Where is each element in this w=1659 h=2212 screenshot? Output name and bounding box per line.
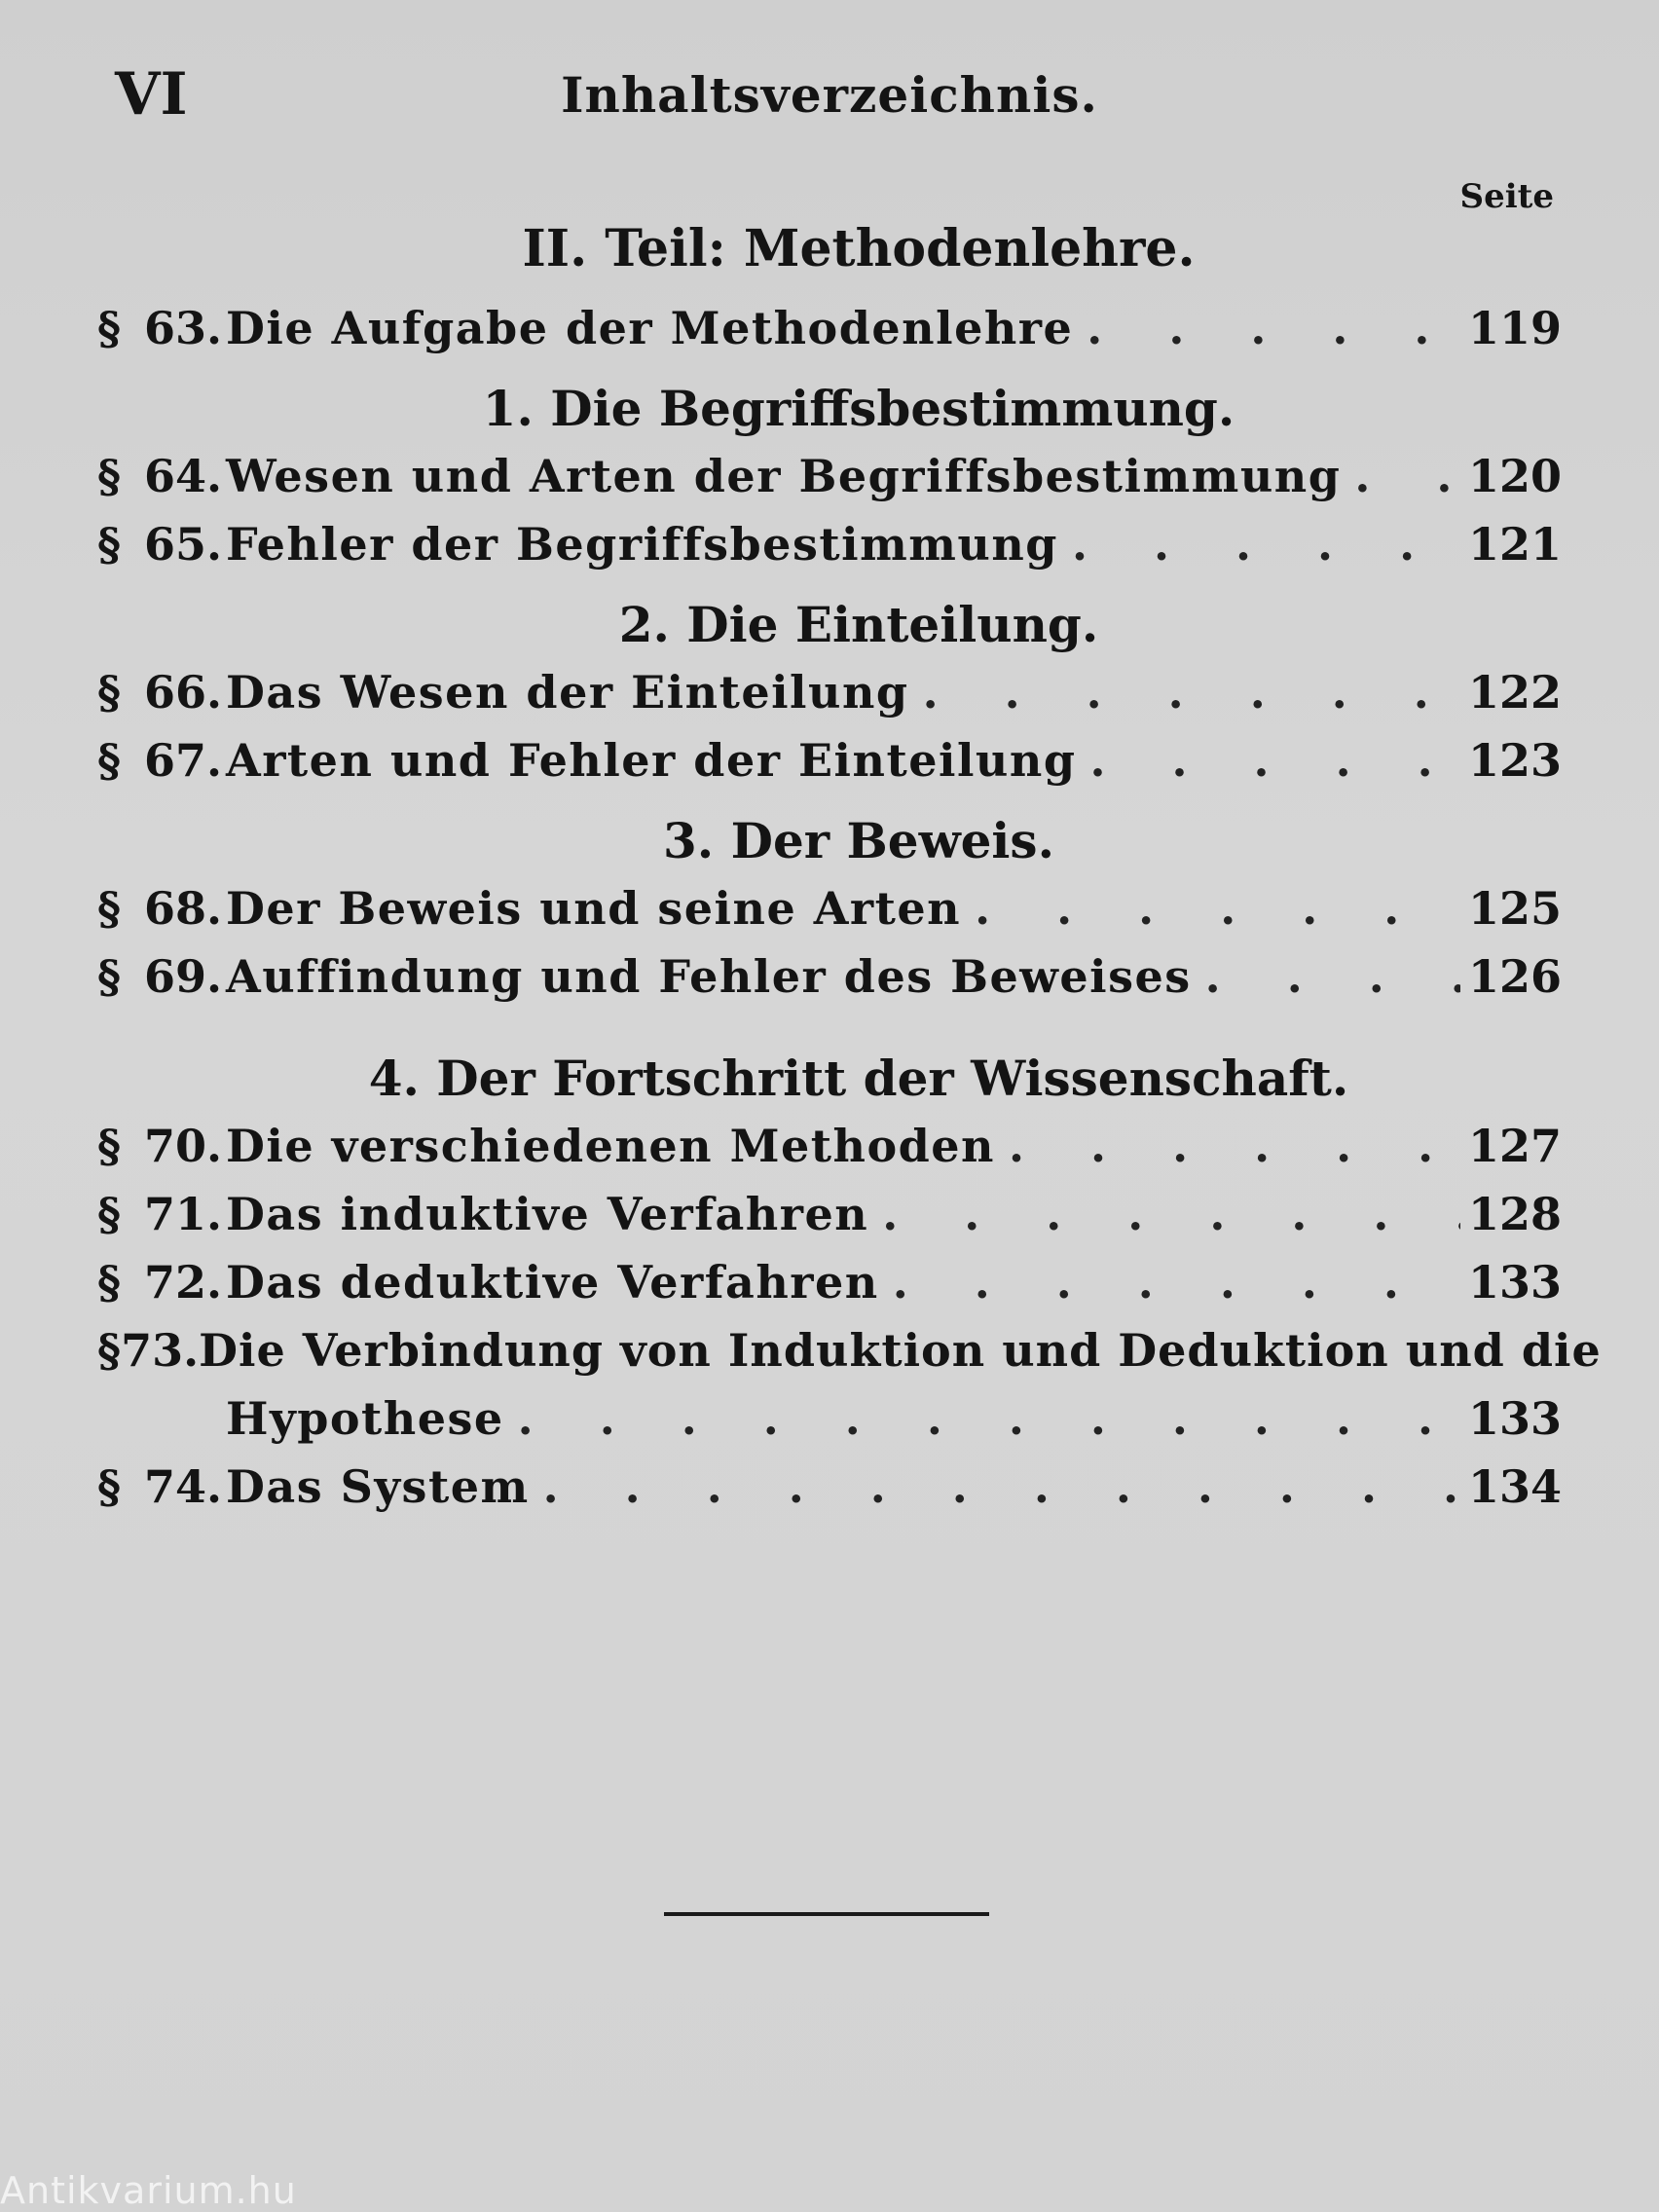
- page-reference: 119: [1467, 302, 1562, 354]
- toc-entry-multiline-first: [97, 1316, 1602, 1384]
- entry-title: Die Aufgabe der Methodenlehre: [226, 302, 1074, 354]
- section-number: 65.: [144, 518, 223, 571]
- entry-title: Das deduktive Verfahren: [226, 1256, 879, 1309]
- section-number: 71.: [144, 1188, 223, 1240]
- entry-title: Die Verbindung von Induktion und Deduktion und die: [199, 1324, 1602, 1377]
- toc-entry: [97, 726, 1562, 794]
- toc-entry: [97, 1453, 1562, 1521]
- section-sign: §: [97, 1188, 122, 1240]
- section-sign: §: [97, 518, 122, 571]
- page-reference: 133: [1467, 1256, 1562, 1309]
- section-number: 73.: [121, 1324, 200, 1377]
- page-reference: 121: [1467, 518, 1562, 571]
- section-sign: §: [97, 302, 122, 354]
- toc-entry: [97, 874, 1562, 942]
- page-reference: 134: [1467, 1460, 1562, 1513]
- dot-leader: [1205, 942, 1460, 1011]
- entry-title: Der Beweis und seine Arten: [226, 882, 962, 935]
- page-reference: 120: [1467, 450, 1562, 502]
- dot-leader: [518, 1384, 1460, 1453]
- dot-leader: [923, 658, 1460, 726]
- page-number: VI: [115, 60, 188, 129]
- table-of-contents: [97, 204, 1602, 1521]
- toc-entry-multiline-continuation: [97, 1384, 1562, 1453]
- toc-entry: [97, 1248, 1562, 1316]
- section-sign: §: [97, 950, 122, 1003]
- entry-title: Auffindung und Fehler des Beweises: [226, 950, 1192, 1003]
- section-number: 74.: [144, 1460, 223, 1513]
- dot-leader: [1087, 294, 1460, 362]
- dot-leader: [1009, 1112, 1460, 1180]
- section-sign: §: [97, 1256, 122, 1309]
- dot-leader: [975, 874, 1460, 942]
- watermark: Antikvarium.hu: [0, 2169, 297, 2212]
- section-sign: §: [97, 450, 122, 502]
- section-sign: §: [97, 882, 122, 935]
- toc-entry: [97, 510, 1562, 578]
- section-number: 67.: [144, 734, 223, 787]
- section-sign: §: [97, 666, 122, 719]
- entry-title: Das Wesen der Einteilung: [226, 666, 909, 719]
- entry-title: Wesen und Arten der Begriffsbestimmung: [226, 450, 1342, 502]
- page-reference: 128: [1467, 1188, 1562, 1240]
- section-heading: 1. Die Begriffsbestimmung.: [482, 380, 1235, 437]
- dot-leader: [1090, 726, 1460, 794]
- entry-title: Fehler der Begriffsbestimmung: [226, 518, 1058, 571]
- section-number: 70.: [144, 1120, 223, 1172]
- section-heading: 3. Der Beweis.: [662, 812, 1054, 869]
- section-heading: 4. Der Fortschritt der Wissenschaft.: [368, 1050, 1349, 1107]
- closing-rule: [664, 1912, 989, 1916]
- toc-entry: [97, 1112, 1562, 1180]
- dot-leader: [543, 1453, 1460, 1521]
- dot-leader: [893, 1248, 1460, 1316]
- dot-leader: [882, 1180, 1460, 1248]
- page-header: [0, 60, 1659, 138]
- page-reference: 126: [1467, 950, 1562, 1003]
- section-heading: 2. Die Einteilung.: [618, 596, 1099, 653]
- page-column-label: Seite: [1459, 177, 1554, 216]
- page-reference: 122: [1467, 666, 1562, 719]
- section-sign: §: [97, 1120, 122, 1172]
- section-number: 64.: [144, 450, 223, 502]
- entry-title: Die verschiedenen Methoden: [226, 1120, 996, 1172]
- toc-entry: [97, 442, 1562, 510]
- toc-entry: [97, 942, 1562, 1011]
- dot-leader: [1072, 510, 1460, 578]
- page-reference: 127: [1467, 1120, 1562, 1172]
- toc-entry: [97, 1180, 1562, 1248]
- entry-title: Arten und Fehler der Einteilung: [226, 734, 1077, 787]
- toc-entry: [97, 294, 1562, 362]
- page-reference: 125: [1467, 882, 1562, 935]
- section-number: 66.: [144, 666, 223, 719]
- section-sign: §: [97, 1324, 122, 1377]
- entry-title: Das System: [226, 1460, 530, 1513]
- dot-leader: [1354, 442, 1460, 510]
- page-reference: 123: [1467, 734, 1562, 787]
- toc-entry: [97, 658, 1562, 726]
- section-sign: §: [97, 1460, 122, 1513]
- section-number: 72.: [144, 1256, 223, 1309]
- entry-title-continuation: Hypothese: [226, 1392, 504, 1445]
- running-title: Inhaltsverzeichnis.: [561, 66, 1098, 124]
- entry-title: Das induktive Verfahren: [226, 1188, 869, 1240]
- section-number: 69.: [144, 950, 223, 1003]
- section-number: 63.: [144, 302, 223, 354]
- page-reference: 133: [1467, 1392, 1562, 1445]
- section-number: 68.: [144, 882, 223, 935]
- section-sign: §: [97, 734, 122, 787]
- part-heading: II. Teil: Methodenlehre.: [522, 219, 1196, 278]
